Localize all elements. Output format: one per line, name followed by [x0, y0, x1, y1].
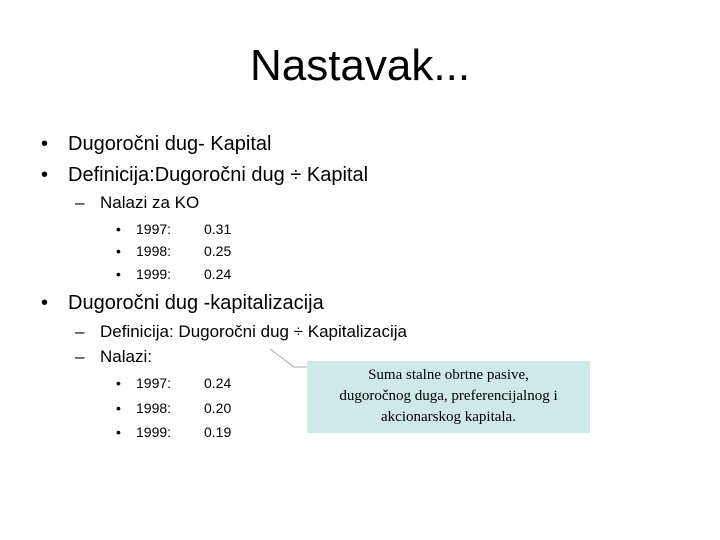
- year-label: 1999:: [136, 266, 172, 282]
- callout-line: dugoročnog duga, preferencijalnog i: [339, 388, 558, 404]
- callout-pointer-line: [270, 349, 307, 367]
- value-text: 0.20: [204, 400, 232, 416]
- bullet-text: Dugoročni dug -kapitalizacija: [68, 292, 324, 314]
- value-text: 0.19: [204, 424, 232, 440]
- sub-bullet-text: Nalazi za KO: [100, 193, 200, 212]
- bullet-marker: •: [116, 400, 121, 416]
- callout-line: akcionarskog kapitala.: [381, 409, 516, 425]
- bullet-marker: •: [116, 375, 121, 391]
- sub-bullet-text: Definicija: Dugoročni dug ÷ Kapitalizacija: [100, 322, 407, 341]
- dash-marker: –: [75, 193, 85, 212]
- value-text: 0.24: [204, 266, 232, 282]
- bullet-marker: •: [116, 243, 121, 259]
- year-label: 1999:: [136, 424, 172, 440]
- slide-title: Nastavak...: [249, 41, 471, 90]
- bullet-text: Definicija:Dugoročni dug ÷ Kapital: [68, 164, 369, 186]
- year-label: 1997:: [136, 375, 172, 391]
- value-text: 0.31: [204, 221, 232, 237]
- bullet-marker: •: [41, 133, 49, 155]
- sub-bullet-text: Nalazi:: [100, 347, 152, 366]
- bullet-marker: •: [116, 221, 121, 237]
- year-label: 1998:: [136, 400, 172, 416]
- bullet-marker: •: [41, 164, 49, 186]
- dash-marker: –: [75, 322, 85, 341]
- bullet-marker: •: [116, 424, 121, 440]
- callout-line: Suma stalne obrtne pasive,: [368, 367, 529, 383]
- bullet-marker: •: [41, 292, 49, 314]
- dash-marker: –: [75, 347, 85, 366]
- bullet-text: Dugoročni dug- Kapital: [68, 133, 272, 155]
- value-text: 0.25: [204, 243, 232, 259]
- year-label: 1997:: [136, 221, 172, 237]
- value-text: 0.24: [204, 375, 232, 391]
- callout-box: [307, 361, 590, 433]
- year-label: 1998:: [136, 243, 172, 259]
- bullet-marker: •: [116, 266, 121, 282]
